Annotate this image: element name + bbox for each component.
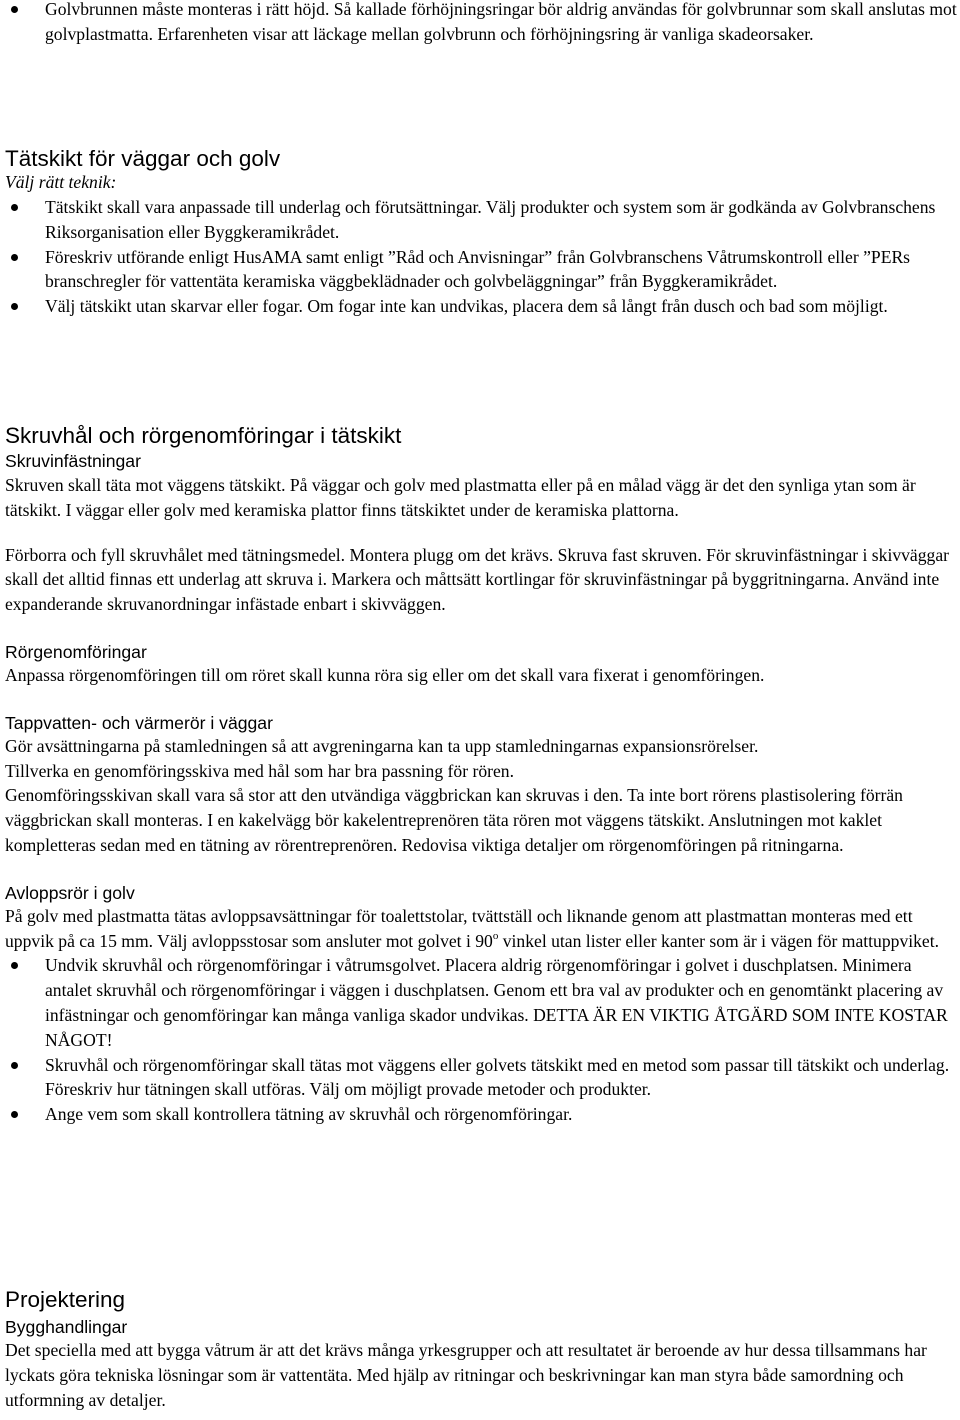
section-heading: Skruvhål och rörgenomföringar i tätskikt	[5, 423, 402, 448]
paragraph: Gör avsättningarna på stamledningen så att avgreningarna kan ta upp stamledningarnas expansionsrörelser.	[5, 735, 759, 756]
bullet-icon	[11, 962, 18, 969]
tatskikt-section	[5, 145, 960, 319]
list-item-text: Golvbrunnen måste monteras i rätt höjd. Så kallade förhöjningsringar bör aldrig användas för golvbrunnar som skall anslutas mot golvplastmatta. Erfarenheten visar att läckage mellan golvbrunn och förhöjningsring är vanliga skadeorsaker.	[45, 0, 957, 44]
skruvhal-bullet-list	[5, 953, 960, 1127]
bullet-icon	[11, 6, 18, 13]
bullet-icon	[11, 204, 18, 211]
subsection-heading: Skruvinfästningar	[5, 451, 141, 471]
list-item-text: Tätskikt skall vara anpassade till underlag och förutsättningar. Välj produkter och system som är godkända av Golvbranschens Riksorganisation eller Byggkeramikrådet.	[45, 197, 936, 242]
subsection-heading: Tappvatten- och värmerör i väggar	[5, 712, 273, 733]
paragraph	[5, 904, 960, 954]
section-subheading: Välj rätt teknik:	[5, 172, 117, 192]
paragraph: Genomföringsskivan skall vara så stor att den utvändiga väggbrickan kan skruvas i den. Ta inte bort rörens plastisolering förrän väggbrickan skall monteras. I en kakelvägg bör kakelentreprenören täta rören mot väggens tätskikt. Anslutningen mot kaklet kompletteras sedan med en tätning av rörentreprenören. Redovisa viktiga detaljer om rörgenomföringen på ritningarna.	[5, 785, 903, 855]
list-item	[5, 245, 960, 295]
subsection-heading: Rörgenomföringar	[5, 641, 147, 662]
list-item	[5, 195, 960, 245]
bullet-icon	[11, 254, 18, 261]
intro-bullet-list	[5, 0, 960, 47]
subsection-heading: Bygghandlingar	[5, 1317, 128, 1337]
skruvhal-section	[5, 422, 960, 1127]
paragraph: Förborra och fyll skruvhålet med tätningsmedel. Montera plugg om det krävs. Skruva fast skruven. För skruvinfästningar i skivväggar skall det alltid finnas ett underlag att skruva i. Markera och måttsätt kortlingar för skruvinfästningar på byggritningarna. Använd inte expanderande skruvanordningar infästade enbart i skivväggen.	[5, 544, 950, 615]
subsection-heading: Avloppsrör i golv	[5, 882, 135, 903]
tatskikt-bullet-list	[5, 195, 960, 319]
list-item-text: Undvik skruvhål och rörgenomföringar i våtrumsgolvet. Placera aldrig rörgenomföringar i golvet i duschplatsen. Minimera antalet skruvhål och rörgenomföringar i väggen i duschplatsen. Genom ett bra val av produkter och en genomtänkt placering av infästningar och genomföringar kan många vanliga skador undvikas. DETTA ÄR EN VIKTIG ÅTGÄRD SOM INTE KOSTAR NÅGOT!	[45, 955, 948, 1050]
paragraph: Det speciella med att bygga våtrum är att det krävs många yrkesgrupper och att resultatet är beroende av hur dessa tillsammans har lyckats göra tekniska lösningar som är vattentäta. Med hjälp av ritningar och beskrivningar kan man styra både samordning och utformning av detaljer.	[5, 1340, 927, 1410]
paragraph: Anpassa rörgenomföringen till om röret skall kunna röra sig eller om det skall vara fixerat i genomföringen.	[5, 664, 765, 685]
section-heading: Tätskikt för väggar och golv	[5, 146, 281, 171]
list-item	[5, 294, 960, 319]
list-item	[5, 1102, 960, 1127]
paragraph-text: På golv med plastmatta tätas avloppsavsättningar för toalettstolar, tvättställ och liknande genom att plastmattan monteras med ett uppvik på ca 15 mm. Välj avloppsstosar som ansluter mot golvet i 90	[5, 905, 913, 951]
bullet-icon	[11, 1062, 18, 1069]
list-item-text: Välj tätskikt utan skarvar eller fogar. Om fogar inte kan undvikas, placera dem så långt från dusch och bad som möjligt.	[45, 296, 888, 317]
degree-superscript: o	[492, 929, 499, 942]
paragraph-text: vinkel utan lister eller kanter som är i vägen för mattuppviket.	[498, 930, 940, 951]
section-heading: Projektering	[5, 1287, 126, 1312]
bullet-icon	[11, 303, 18, 310]
paragraph: Skruven skall täta mot väggens tätskikt. På väggar och golv med plastmatta eller på en målad vägg är det den synliga ytan som är tätskikt. I väggar eller golv med keramiska plattor finns tätskiktet under de keramiska plattorna.	[5, 475, 916, 520]
list-item	[5, 953, 960, 1052]
projektering-section	[5, 1286, 960, 1412]
list-item-text: Skruvhål och rörgenomföringar skall tätas mot väggens eller golvets tätskikt med en metod som passar till tätskikt och underlag. Föreskriv hur tätningen skall utföras. Välj om möjligt provade metoder och produkter.	[45, 1054, 950, 1100]
list-item	[5, 1053, 960, 1103]
list-item	[5, 0, 960, 47]
bullet-icon	[11, 1111, 18, 1118]
list-item-text: Ange vem som skall kontrollera tätning av skruvhål och rörgenomföringar.	[45, 1104, 573, 1125]
intro-section	[5, 0, 960, 47]
paragraph: Tillverka en genomföringsskiva med hål som har bra passning för rören.	[5, 760, 514, 781]
list-item-text: Föreskriv utförande enligt HusAMA samt enligt ”Råd och Anvisningar” från Golvbranschens Våtrumskontroll eller ”PERs branschregler för vattentäta keramiska väggbeklädnader och golvbeläggningar” från Byggkeramikrådet.	[45, 246, 911, 292]
